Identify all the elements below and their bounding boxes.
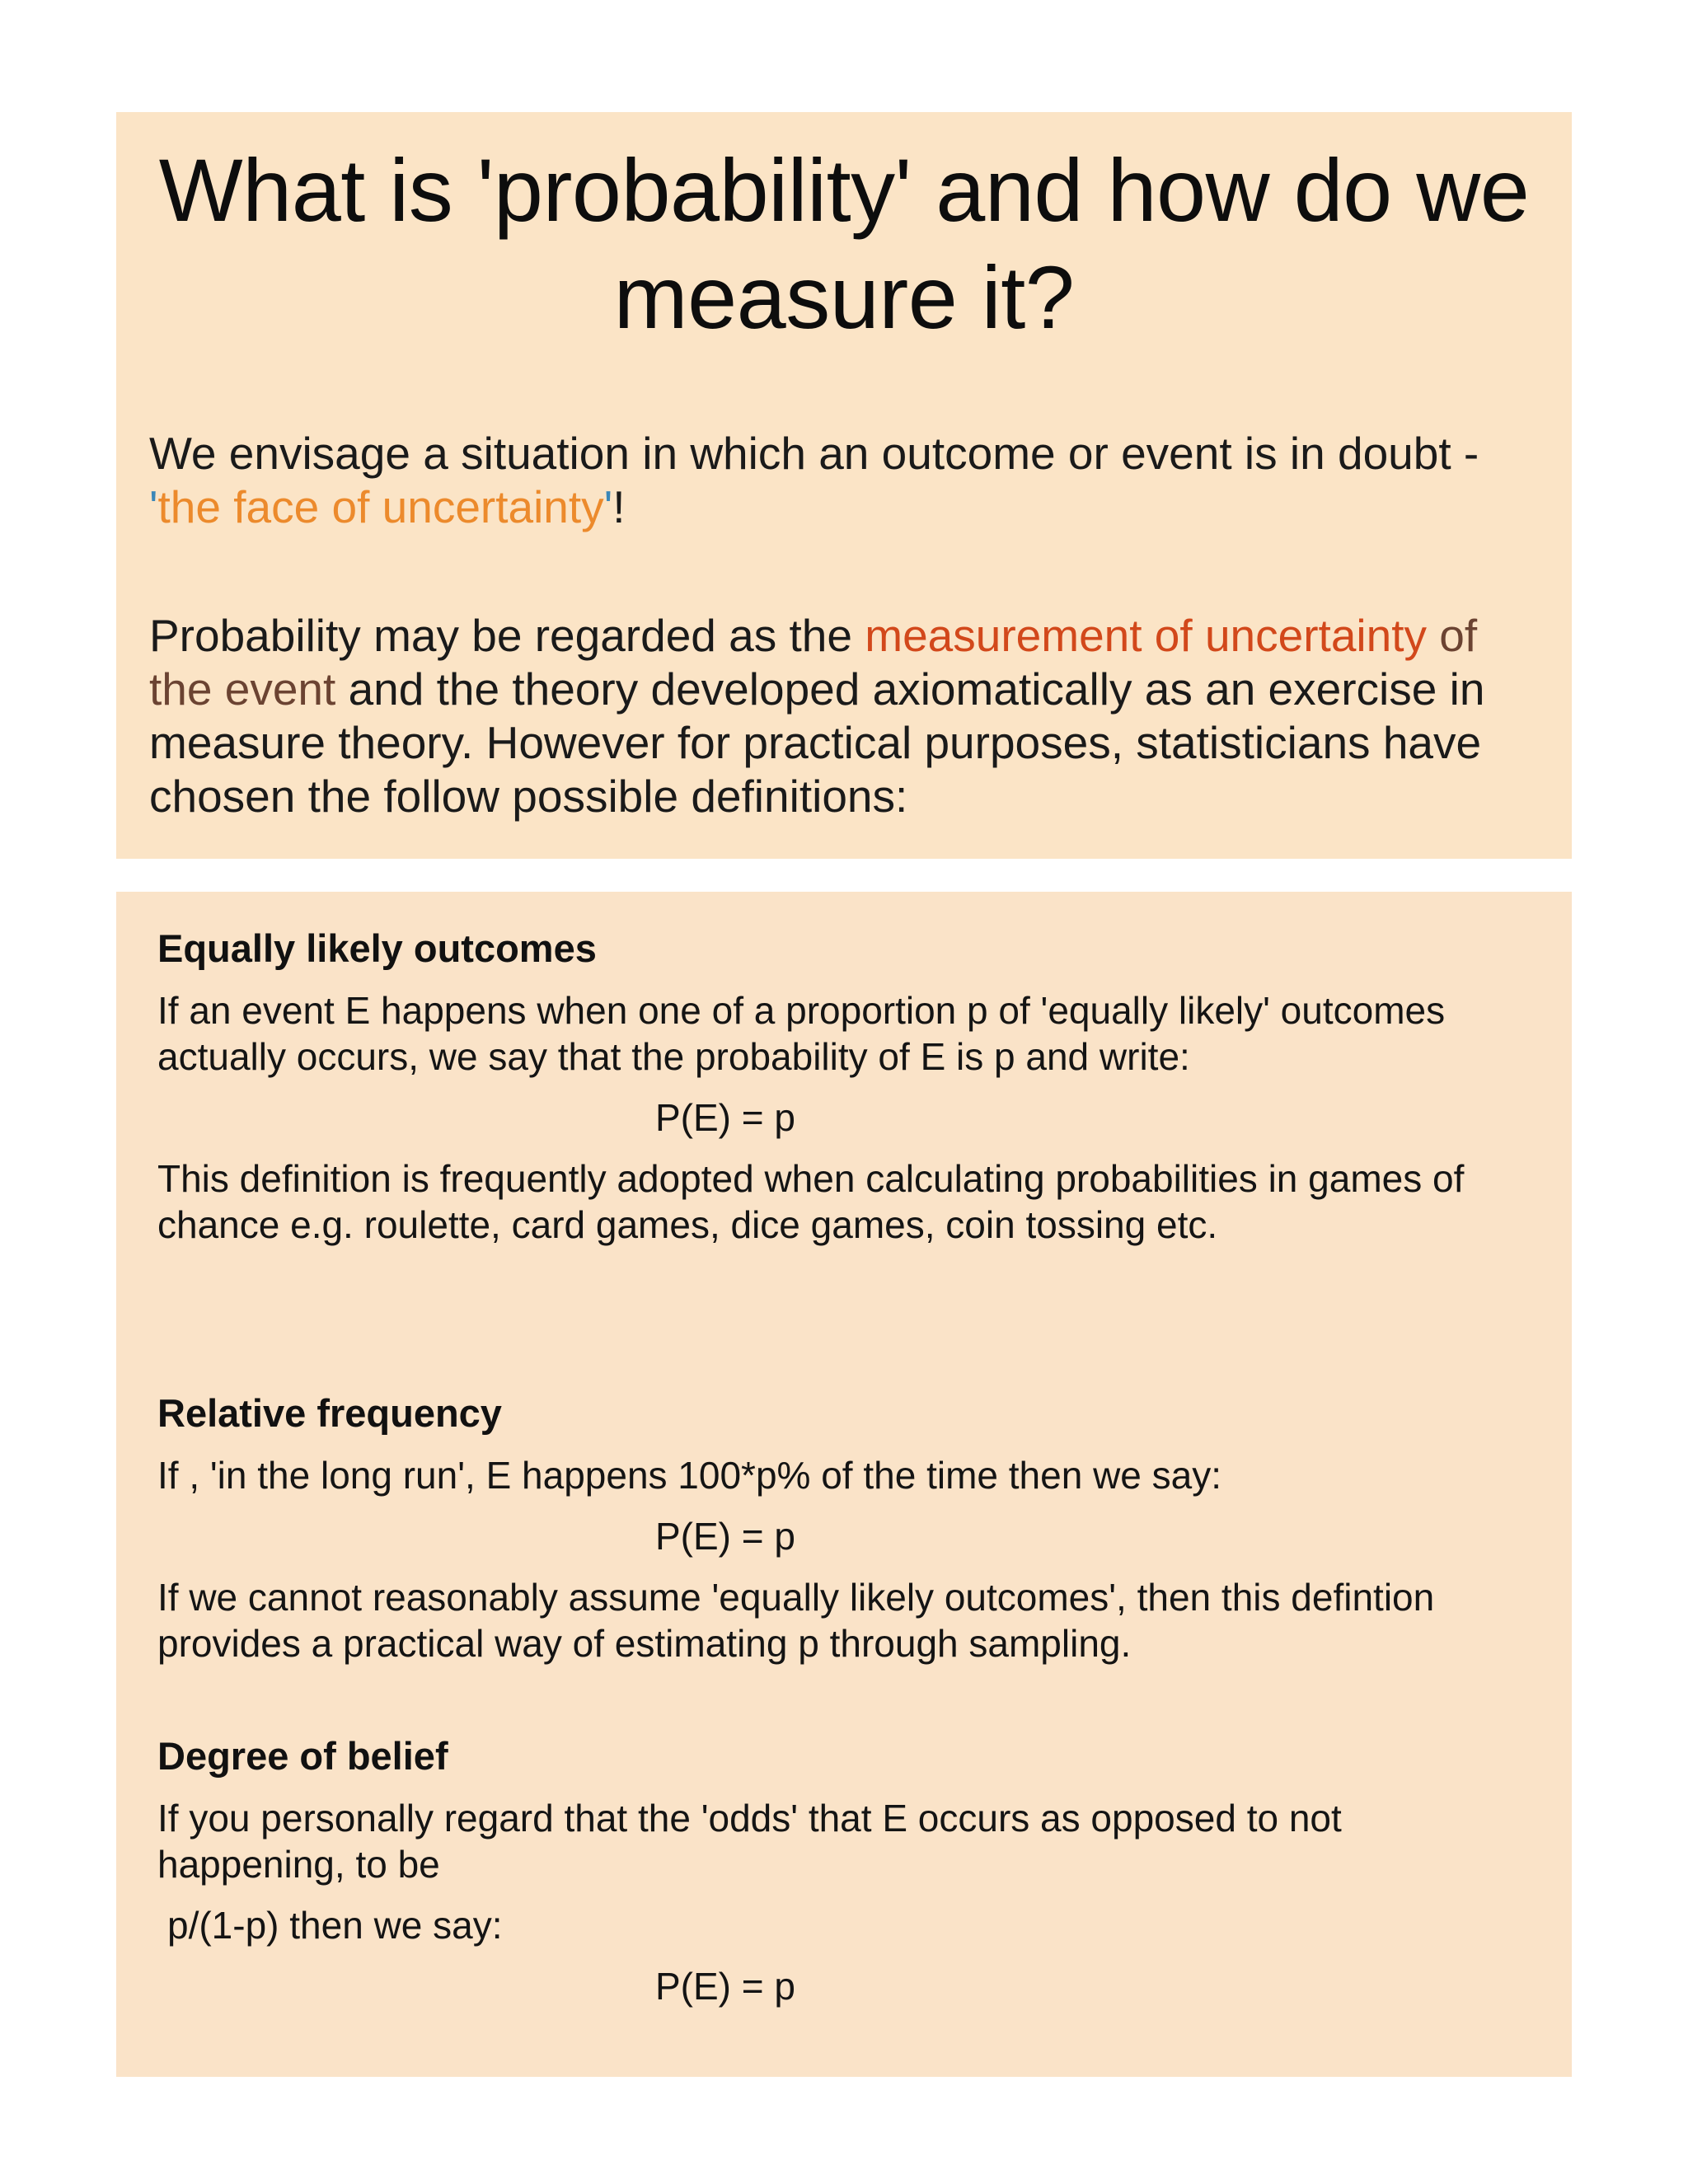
section-text: If an event E happens when one of a proportion p of 'equally likely' outcomes actually occurs, we say that the probability of E is p and write: (157, 989, 1446, 1078)
section-relative-frequency (157, 1390, 1531, 1666)
section-text: If , 'in the long run', E happens 100*p% of the time then we say: (157, 1454, 1222, 1497)
intro-p2-end: and the theory developed axiomatically as an exercise in measure theory. However for practical purposes, statisticians have chosen the follow possible definitions: (149, 663, 1485, 822)
intro-panel (116, 112, 1572, 859)
section-equally-likely (157, 925, 1531, 1248)
highlight-measurement-of-uncertainty: measurement of uncertainty (865, 610, 1427, 661)
section-text: This definition is frequently adopted when calculating probabilities in games of chance e.g. roulette, card games, dice games, coin tossing etc. (157, 1157, 1465, 1246)
section-degree-of-belief (157, 1732, 1531, 2009)
section-heading: Degree of belief (157, 1734, 448, 1778)
highlight-face-of-uncertainty: the face of uncertainty (157, 481, 604, 532)
section-text: p/(1-p) then we say: (167, 1904, 503, 1947)
intro-paragraph-1 (149, 427, 1539, 534)
formula: P(E) = p (655, 1096, 796, 1139)
section-text: If we cannot reasonably assume 'equally likely outcomes', then this defintion provides a practical way of estimating p through sampling. (157, 1576, 1435, 1665)
quote-mark-open: ' (149, 481, 158, 532)
section-heading: Equally likely outcomes (157, 926, 597, 970)
section-text: If you personally regard that the 'odds' that E occurs as opposed to not happening, to be (157, 1797, 1342, 1886)
intro-p1-end: ! (612, 481, 626, 532)
intro-p1-text: We envisage a situation in which an outcome or event is in doubt - (149, 428, 1479, 479)
formula: P(E) = p (655, 1965, 796, 2008)
section-heading: Relative frequency (157, 1391, 502, 1435)
definitions-panel (116, 892, 1572, 2077)
intro-paragraph-2 (149, 609, 1539, 823)
page-title: What is 'probability' and how do we measure it? (158, 140, 1530, 347)
highlight-of-the-event: of the event (149, 610, 1478, 715)
quote-mark-close: ' (603, 481, 613, 532)
intro-p2-start: Probability may be regarded as the (149, 610, 865, 661)
formula: P(E) = p (655, 1515, 796, 1558)
